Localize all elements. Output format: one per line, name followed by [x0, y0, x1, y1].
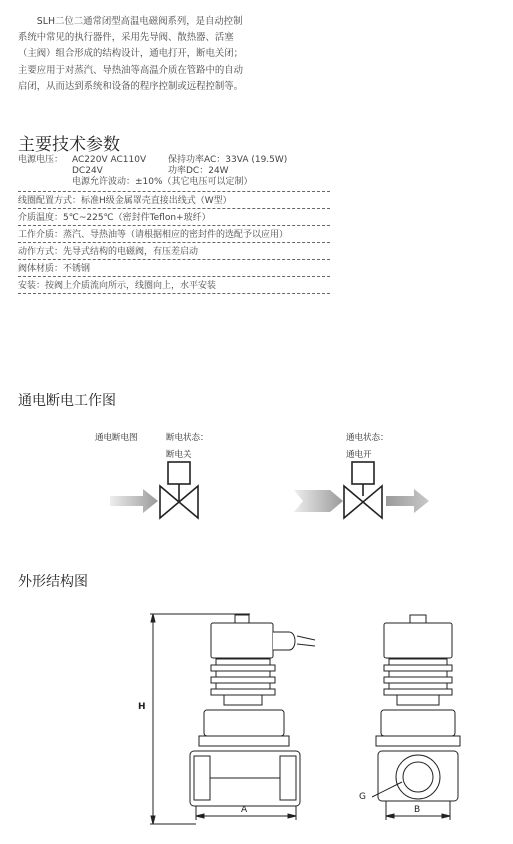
dimension-g-label: G: [359, 792, 366, 802]
off-state-value: 断电关: [166, 450, 192, 460]
valve-closed-diagram: [110, 462, 198, 518]
intro-line: 系统中常见的执行器件，采用先导阀、散热器、活塞: [18, 32, 234, 44]
front-view-drawing: [150, 614, 315, 824]
coil-box: [352, 462, 374, 484]
spec-row: 工作介质：蒸汽、导热油等（请根据相应的密封件的选配予以应用）: [18, 226, 330, 243]
intro-line: （主阀）组合形成的结构设计，通电打开，断电关闭；: [18, 48, 244, 60]
flow-in-arrow: [294, 490, 343, 512]
spec-row: 线圈配置方式：标准H级金属罩壳直接出线式（W型）: [18, 192, 330, 209]
intro-line: 启闭，从而达到系统和设备的程序控制或远程控制等。: [18, 80, 244, 92]
spec-row: 安装：按阀上介质流向所示，线圈向上，水平安装: [18, 277, 330, 294]
on-state-value: 通电开: [346, 450, 372, 460]
flow-in-arrow: [110, 489, 158, 513]
power-dc: DC24V: [72, 166, 103, 176]
intro-line: 主要应用于对蒸汽、导热油等高温介质在管路中的自动: [18, 64, 244, 76]
power-label: 电源电压：: [18, 155, 64, 165]
diagram-legend: 通电断电图: [95, 433, 138, 443]
on-state-label: 通电状态：: [346, 433, 389, 443]
power-fluctuation: 电源允许波动：±10%（其它电压可以定制）: [72, 177, 253, 187]
specs-title: 主要技术参数: [18, 135, 120, 155]
intro-line: SLH二位二通常闭型高温电磁阀系列，是自动控制: [36, 16, 243, 27]
flow-out-arrow: [386, 489, 429, 513]
spec-row: 介质温度：5℃~225℃（密封件Teflon+玻纤）: [18, 209, 330, 226]
dimension-a-label: A: [241, 805, 248, 815]
diagram-title: 通电断电工作图: [18, 393, 116, 409]
power-watt-dc: 功率DC：24W: [168, 166, 229, 176]
power-ac: AC220V AC110V: [72, 155, 147, 165]
power-hold-ac: 保持功率AC：33VA (19.5W): [168, 155, 288, 165]
side-view-drawing: [372, 615, 460, 820]
spec-row: 阀体材质：不锈钢: [18, 260, 330, 277]
valve-open-diagram: [294, 462, 429, 518]
off-state-label: 断电状态：: [166, 433, 209, 443]
dimension-h-label: H: [138, 702, 146, 712]
coil-box: [168, 462, 190, 484]
outline-title: 外形结构图: [18, 574, 88, 590]
dimension-b-label: B: [414, 805, 421, 815]
spec-row: 动作方式：先导式结构的电磁阀，有压差启动: [18, 243, 330, 260]
